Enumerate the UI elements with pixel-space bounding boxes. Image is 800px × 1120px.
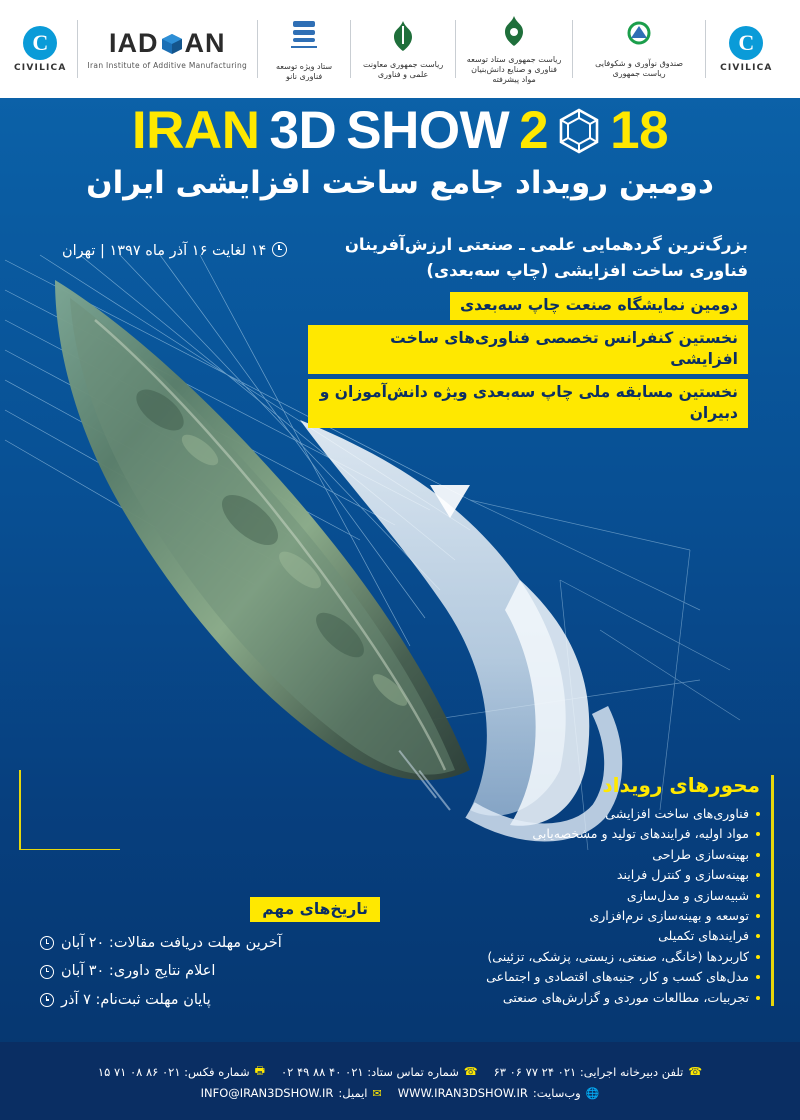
footer-fax-label: شماره فکس: ۰۲۱ ۸۶ ۰۸ ۷۱ ۱۵	[97, 1064, 250, 1079]
innovation-fund-icon	[619, 20, 659, 56]
clock-icon	[40, 936, 54, 950]
event-title-fa: دومین رویداد جامع ساخت افزایشی ایران	[86, 165, 714, 201]
title-block	[0, 101, 800, 205]
logo-civilica-right[interactable]	[720, 12, 773, 86]
list-item: توسعه و بهینه‌سازی نرم‌افزاری	[430, 906, 760, 926]
callout-intro	[308, 232, 748, 283]
civilica-wordmark: CIVILICA	[14, 62, 67, 73]
key-date-review-results: اعلام نتایج داوری: ۳۰ آبان	[61, 963, 216, 980]
title-word-3d: 3D	[269, 101, 337, 160]
logo-divider	[350, 20, 351, 78]
title-word-iran: IRAN	[131, 101, 260, 160]
hex-cube-icon	[558, 108, 600, 154]
key-date-row	[40, 957, 380, 985]
presidency-caption: ریاست جمهوری معاونت علمی و فناوری	[362, 59, 444, 79]
list-item: مواد اولیه، فرایندهای تولید و مشخصه‌یابی	[430, 824, 760, 844]
list-item: بهینه‌سازی و کنترل فرایند	[430, 865, 760, 885]
key-date-registration-deadline: پایان مهلت ثبت‌نام: ۷ آذر	[61, 991, 211, 1008]
list-item: فناوری‌های ساخت افزایشی	[430, 804, 760, 824]
advanced-materials-emblem-icon	[499, 14, 529, 52]
fax-icon: 🖶	[254, 1064, 265, 1077]
callout-strip-exhibition: دومین نمایشگاه صنعت چاپ سه‌بعدی	[450, 292, 748, 320]
footer-email-label: ایمیل:	[338, 1086, 368, 1100]
key-date-paper-deadline: آخرین مهلت دریافت مقالات: ۲۰ آبان	[61, 935, 282, 952]
event-title-en	[0, 101, 800, 160]
nanotech-caption: ستاد ویژه توسعه فناوری نانو	[276, 61, 333, 81]
civilica-wordmark: CIVILICA	[720, 62, 773, 73]
logo-divider	[455, 20, 456, 78]
list-item: شبیه‌سازی و مدل‌سازی	[430, 886, 760, 906]
logo-presidency-science	[361, 12, 445, 86]
title-word-show: SHOW	[346, 101, 510, 160]
clock-icon	[40, 965, 54, 979]
cube-icon	[160, 32, 184, 56]
globe-icon: 🌐	[585, 1086, 600, 1100]
event-date-text: ۱۴ لغایت ۱۶ آذر ماه ۱۳۹۷ | تهران	[62, 243, 267, 259]
sponsor-logo-bar	[0, 0, 800, 98]
innovation-fund-caption: صندوق نوآوری و شکوفایی ریاست جمهوری	[595, 58, 684, 78]
logo-innovation-fund	[583, 12, 695, 86]
topics-list	[430, 804, 760, 1008]
iadman-wordmark: IAD AN	[109, 28, 226, 58]
phone-icon: ☎	[463, 1065, 478, 1078]
topics-accent-bar	[771, 775, 774, 1006]
footer-secretariat-phone	[494, 1065, 702, 1079]
list-item: مدل‌های کسب و کار، جنبه‌های اقتصادی و اجتماعی	[430, 967, 760, 987]
footer-secretariat-phone-label: تلفن دبیرخانه اجرایی: ۰۲۱ ۲۴ ۷۷ ۰۶ ۶۳	[493, 1064, 684, 1079]
footer-website-label: وب‌سایت:	[532, 1086, 581, 1100]
iadman-subtitle: Iran Institute of Additive Manufacturing	[87, 61, 248, 70]
logo-nanotech	[268, 12, 340, 86]
footer-email-value[interactable]: INFO@IRAN3DSHOW.IR	[200, 1086, 334, 1100]
list-item: تجربیات، مطالعات موردی و گزارش‌های صنعتی	[430, 988, 760, 1008]
footer-hq-phone	[281, 1065, 478, 1079]
logo-advanced-materials	[466, 12, 562, 86]
callout-strip-conference: نخستین کنفرانس تخصصی فناوری‌های ساخت افزایشی	[308, 325, 748, 374]
logo-divider	[257, 20, 258, 78]
key-dates-title: تاریخ‌های مهم	[250, 897, 380, 922]
logo-civilica-left	[14, 12, 67, 86]
topics-title: محورهای رویداد	[602, 773, 760, 798]
logo-divider	[572, 20, 573, 78]
footer-website[interactable]	[398, 1086, 600, 1100]
logo-divider	[77, 20, 78, 78]
event-date-line	[62, 242, 292, 259]
footer-hq-phone-label: شماره تماس ستاد: ۰۲۱ ۴۰ ۸۸ ۴۹ ۰۲	[280, 1064, 459, 1079]
advanced-materials-caption: ریاست جمهوری ستاد توسعه فناوری و صنایع دانش‌بنیان مواد پیشرفته	[466, 54, 562, 84]
mail-icon: ✉	[372, 1086, 382, 1100]
nanotech-mark-icon	[287, 17, 321, 59]
list-item: بهینه‌سازی طراحی	[430, 845, 760, 865]
civilica-mark-icon: C	[729, 26, 763, 60]
callout-intro-line2: فناوری ساخت افزایشی (چاپ سه‌بعدی)	[426, 260, 748, 280]
clock-icon	[272, 242, 287, 257]
clock-icon	[40, 993, 54, 1007]
contact-footer	[0, 1042, 800, 1120]
logo-divider	[705, 20, 706, 78]
topics-section	[430, 773, 760, 1008]
title-year-suffix: 18	[610, 101, 669, 160]
footer-website-value[interactable]: WWW.IRAN3DSHOW.IR	[397, 1086, 528, 1100]
key-date-row	[40, 986, 380, 1014]
footer-fax	[98, 1062, 265, 1081]
key-dates-section	[40, 897, 380, 1014]
footer-row-web	[201, 1086, 600, 1100]
footer-email[interactable]	[201, 1086, 382, 1100]
footer-row-phones	[98, 1062, 702, 1081]
callout-strip-competition: نخستین مسابقه ملی چاپ سه‌بعدی ویژه دانش‌آموزان و دبیران	[308, 379, 748, 428]
event-callouts	[308, 232, 748, 433]
list-item: فرایندهای تکمیلی	[430, 926, 760, 946]
title-year-prefix: 2	[519, 101, 549, 160]
key-date-row	[40, 929, 380, 957]
callout-intro-line1: بزرگ‌ترین گردهمایی علمی ـ صنعتی ارزش‌آفرینان	[344, 235, 748, 254]
civilica-mark-icon: C	[23, 26, 57, 60]
list-item: کاربردها (خانگی، صنعتی، زیستی، پزشکی، تزئینی)	[430, 947, 760, 967]
presidency-emblem-icon	[388, 19, 418, 57]
logo-iadman	[88, 12, 248, 86]
phone-icon: ☎	[688, 1065, 703, 1078]
